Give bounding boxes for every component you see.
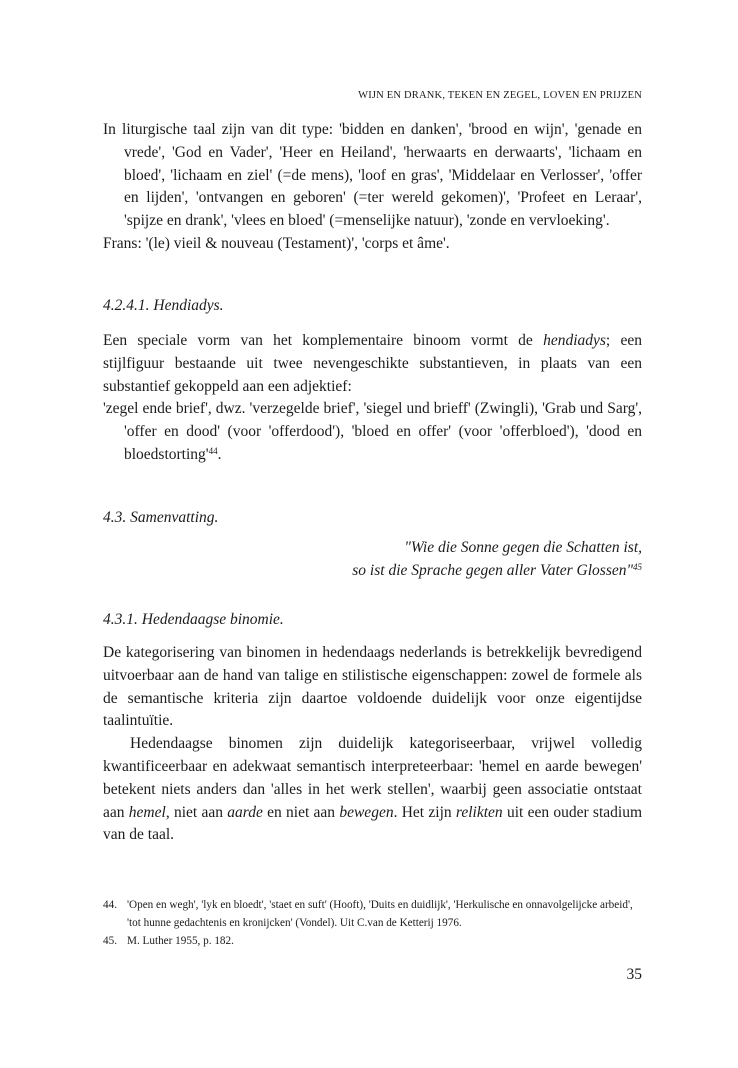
hedendaagse-block [103, 642, 642, 847]
footnote-44 [103, 896, 645, 932]
hendiadys-paragraph: Een speciale vorm van het komplementaire binoom vormt de hendiadys; een stijlfiguur bestaande uit twee nevengeschikte substantieven, in plaats van een substantief gekoppeld aan een adjektief: [103, 332, 642, 395]
quote-line-1: "Wie die Sonne gegen die Schatten ist, [404, 539, 642, 556]
page-number: 35 [626, 966, 642, 983]
footnote-45 [103, 932, 645, 950]
footnote-number: 44. [103, 899, 117, 911]
footnote-ref-44: 44 [208, 445, 218, 456]
footnote-number: 45. [103, 935, 117, 947]
hendiadys-block [103, 330, 642, 467]
french-examples-paragraph: Frans: '(le) vieil & nouveau (Testament)', 'corps et âme'. [103, 234, 450, 252]
quote-line-2: so ist die Sprache gegen aller Vater Glossen"$^{45}$ [352, 562, 642, 579]
section-heading-43: 4.3. Samenvatting. [103, 509, 219, 526]
footnotes [103, 896, 645, 950]
binomen-paragraph: Hedendaagse binomen zijn duidelijk kategoriseerbaar, vrijwel volledig kwantificeerbaar en adekwaat semantisch interpreteerbaar: 'hemel en aarde bewegen' betekent niets anders dan 'alles in het werk stellen', waarbij geen associatie ontstaat aan hemel, niet aan aarde en niet aan bewegen. Het zijn relikten uit een ouder stadium van de taal. [103, 735, 643, 844]
footnote-text: 'Open en wegh', 'lyk en bloedt', 'staet en suft' (Hooft), 'Duits en duidlijk', 'Herkulische en onnavolgelijcke arbeid', 'tot hunne gedachtenis en kronijcken' (Vondel). Uit C.van de Ketterij 1976. [127, 899, 633, 929]
footnote-text: M. Luther 1955, p. 182. [127, 935, 234, 947]
hendiadys-term: hendiadys [543, 332, 606, 349]
hendiadys-examples-paragraph: 'zegel ende brief', dwz. 'verzegelde brief', 'siegel und brieff' (Zwingli), 'Grab und Sarg', 'offer en dood' (voor 'offerdood'), 'bloed en offer' (voor 'offerbloed'), 'dood en $bloedstorting'^{44}$. [103, 400, 642, 463]
intro-block [103, 119, 642, 256]
section-heading-431: 4.3.1. Hedendaagse binomie. [103, 611, 284, 628]
running-head: WIJN EN DRANK, TEKEN EN ZEGEL, LOVEN EN PRIJZEN [358, 90, 642, 101]
footnote-ref-45: 45 [633, 562, 642, 572]
epigraph-quote [352, 536, 642, 582]
liturgical-examples-paragraph: In liturgische taal zijn van dit type: 'bidden en danken', 'brood en wijn', 'genade en vrede', 'God en Vader', 'Heer en Heiland', 'herwaarts en derwaarts', 'lichaam en bloed', 'lichaam en ziel' (=de mens), 'loof en gras', 'Middelaar en Verlosser', 'offer en lijden', 'ontvangen en geboren' (=ter wereld gekomen)', 'Profeet en Leraar', 'spijze en drank', 'vlees en bloed' (=menselijke natuur), 'zonde en vervloeking'. [103, 121, 642, 230]
section-heading-4241: 4.2.4.1. Hendiadys. [103, 297, 224, 314]
kategorisering-paragraph: De kategorisering van binomen in hedendaags nederlands is betrekkelijk bevredigend uitvoerbaar aan de hand van talige en stilistische eigenschappen: zowel de formele als de semantische kriteria zijn daartoe voldoende duidelijk voor onze eigentijdse taalintuïtie. [103, 644, 642, 730]
